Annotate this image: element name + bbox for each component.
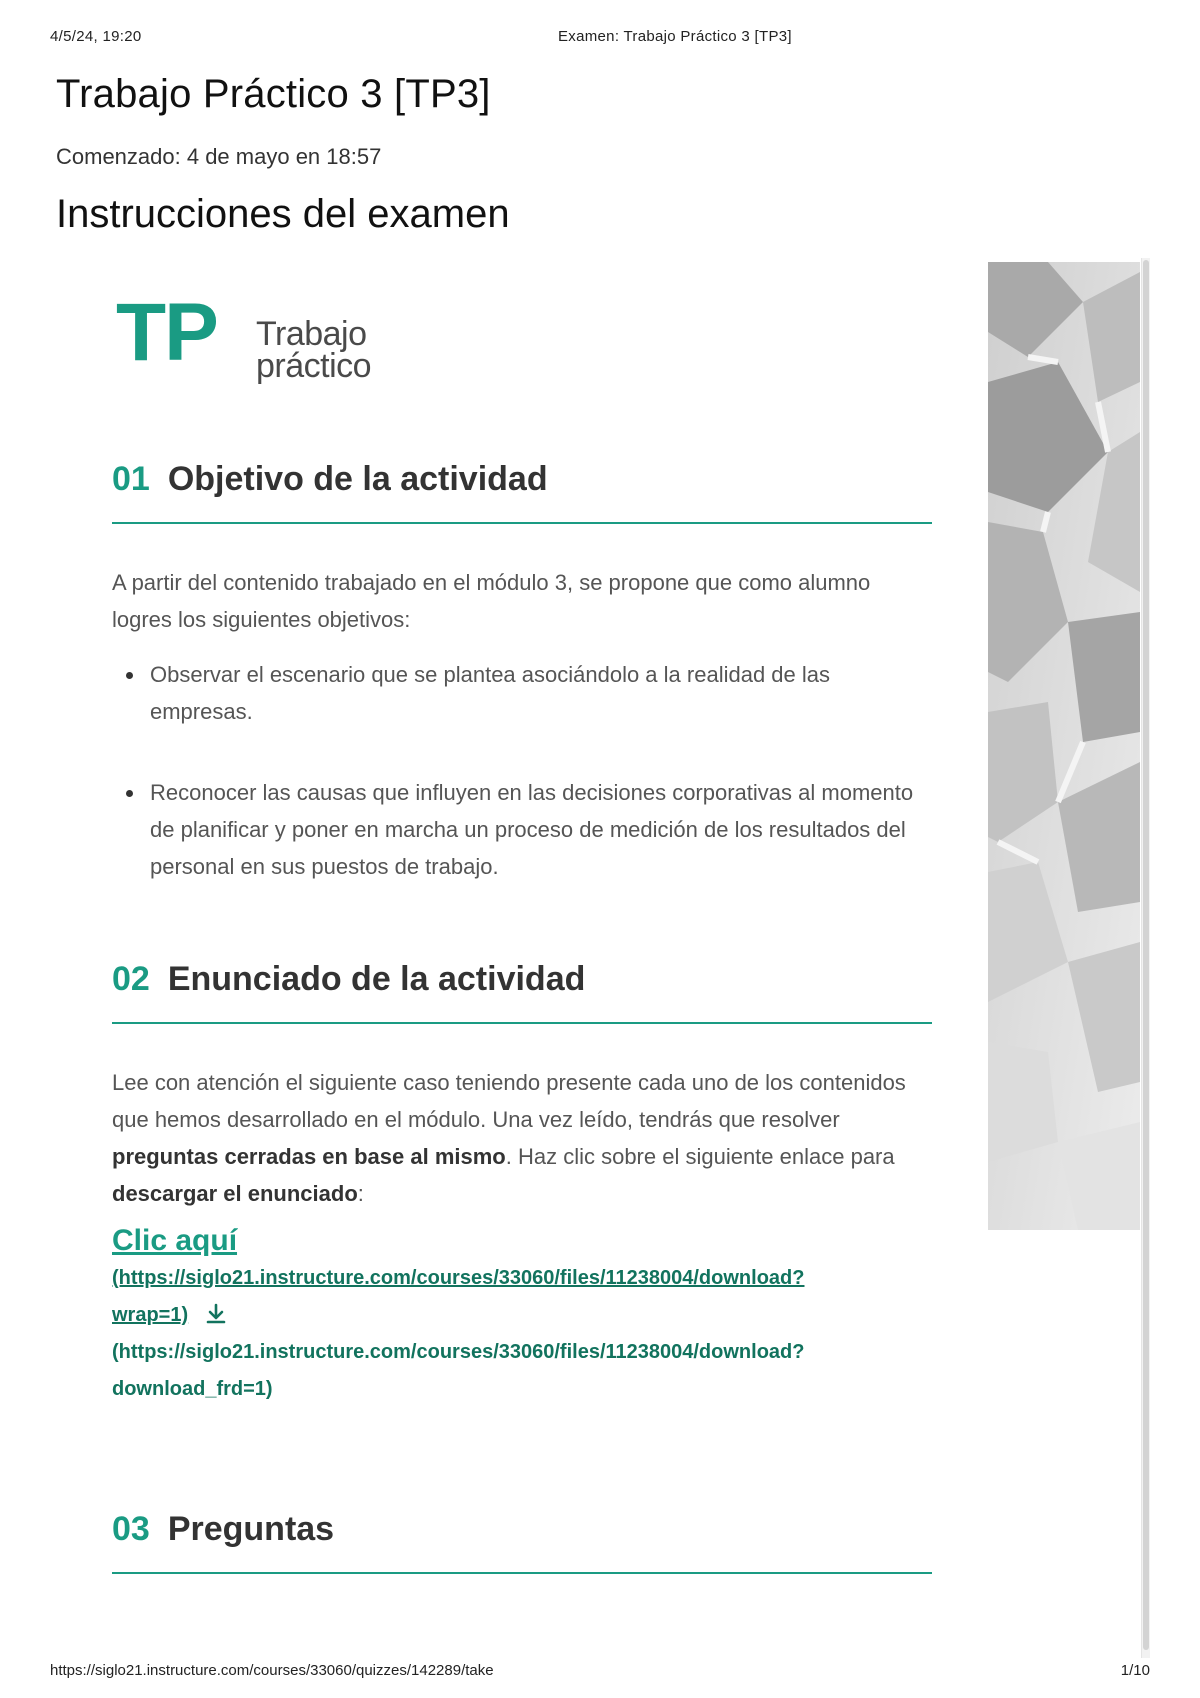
- section-enunciado: [112, 960, 932, 1408]
- section-divider: [112, 522, 932, 524]
- scrollbar-thumb[interactable]: [1143, 260, 1149, 1650]
- section-title: Enunciado de la actividad: [167, 960, 586, 998]
- print-date: 4/5/24, 19:20: [50, 28, 142, 45]
- enunciado-bold-part: preguntas cerradas en base al mismo: [112, 1144, 506, 1169]
- enunciado-text-part: :: [357, 1181, 364, 1206]
- download-link-2[interactable]: [112, 1334, 932, 1408]
- bullet-dot: [126, 790, 133, 797]
- section-header: [112, 1510, 932, 1570]
- download-link-url[interactable]: download_frd=1): [112, 1378, 273, 1400]
- print-url: https://siglo21.instructure.com/courses/33060/quizzes/142289/take: [50, 1662, 494, 1679]
- section-header: [112, 460, 932, 520]
- download-icon[interactable]: [205, 1303, 227, 1330]
- print-header: [0, 28, 1200, 48]
- download-link-url[interactable]: wrap=1): [112, 1304, 189, 1326]
- objetivo-list: [112, 656, 932, 885]
- section-preguntas: [112, 1510, 932, 1574]
- enunciado-text-part: . Haz clic sobre el siguiente enlace para: [505, 1144, 895, 1169]
- download-link-url-end[interactable]: [112, 1297, 932, 1334]
- section-number: 01: [112, 460, 150, 498]
- section-title: Preguntas: [167, 1510, 335, 1548]
- tp-logo-line2: práctico: [256, 347, 372, 386]
- bullet-dot: [126, 672, 133, 679]
- instructions-content: [112, 287, 932, 1548]
- enunciado-text: [112, 1064, 932, 1212]
- page-scrollbar[interactable]: [1141, 258, 1150, 1658]
- list-item-text: Reconocer las causas que influyen en las decisiones corporativas al momento de planificar y poner en marcha un proceso de medición de los resultados del personal en sus puestos de trabajo.: [150, 780, 914, 879]
- list-item-text: Observar el escenario que se plantea asociándolo a la realidad de las empresas.: [150, 662, 830, 724]
- tp-logo: [116, 287, 932, 390]
- download-link-url[interactable]: (https://siglo21.instructure.com/courses/33060/files/11238004/download?: [112, 1341, 805, 1363]
- download-links: [112, 1224, 932, 1408]
- tp-logo-letters: TP: [116, 287, 217, 378]
- list-item: [112, 656, 932, 730]
- section-header: [112, 960, 932, 1020]
- page-counter: 1/10: [1120, 1662, 1150, 1679]
- download-link-url[interactable]: (https://siglo21.instructure.com/courses/33060/files/11238004/download?: [112, 1267, 805, 1289]
- tp-logo-line1: Trabajo: [256, 315, 367, 353]
- list-item: [112, 774, 932, 885]
- enunciado-bold-part: descargar el enunciado: [112, 1181, 358, 1206]
- section-number: 02: [112, 960, 150, 998]
- started-timestamp: Comenzado: 4 de mayo en 18:57: [56, 144, 382, 169]
- page-title: Trabajo Práctico 3 [TP3]: [56, 72, 491, 116]
- tp-logo-words: [256, 315, 372, 386]
- section-divider: [112, 1022, 932, 1024]
- print-footer: [0, 1662, 1200, 1682]
- print-doc-title: Examen: Trabajo Práctico 3 [TP3]: [558, 28, 792, 45]
- download-link-1[interactable]: [112, 1260, 932, 1334]
- decorative-side-image: [988, 262, 1140, 1230]
- enunciado-text-part: Lee con atención el siguiente caso teniendo presente cada uno de los contenidos que hemos desarrollado en el módulo. Una vez leído, tendrás que resolver: [112, 1070, 906, 1132]
- clic-aqui-link[interactable]: Clic aquí: [112, 1224, 238, 1257]
- instructions-heading: Instrucciones del examen: [56, 192, 510, 236]
- section-divider: [112, 1572, 932, 1574]
- section-objetivo: [112, 460, 932, 885]
- section-number: 03: [112, 1510, 150, 1548]
- objetivo-intro: A partir del contenido trabajado en el módulo 3, se propone que como alumno logres los siguientes objetivos:: [112, 570, 871, 632]
- section-title: Objetivo de la actividad: [167, 460, 548, 498]
